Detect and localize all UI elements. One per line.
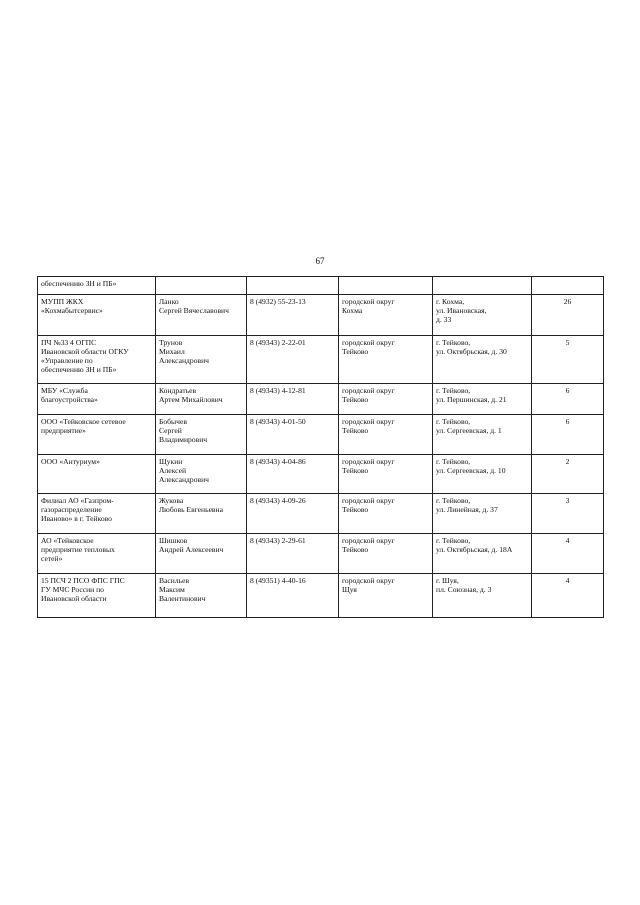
org-cell: ООО «Тейковское сетевое предприятие» bbox=[38, 415, 156, 455]
phone-cell: 8 (49343) 2-29-61 bbox=[247, 534, 339, 574]
count-cell: 6 bbox=[532, 384, 604, 415]
table-row bbox=[38, 295, 604, 336]
phone-cell bbox=[247, 277, 339, 295]
org-cell: 15 ПСЧ 2 ПСО ФПС ГПС ГУ МЧС России по Ивановской области bbox=[38, 574, 156, 618]
count-cell: 3 bbox=[532, 494, 604, 534]
phone-cell: 8 (49343) 4-01-50 bbox=[247, 415, 339, 455]
person-cell: Бобычев Сергей Владимирович bbox=[156, 415, 247, 455]
registry-table-body bbox=[38, 277, 604, 618]
district-cell: городской округ Тейково bbox=[339, 494, 433, 534]
address-cell: г. Шуя, пл. Союзная, д. 3 bbox=[433, 574, 532, 618]
table-row bbox=[38, 574, 604, 618]
org-cell: МУПП ЖКХ «Кохмабытсервис» bbox=[38, 295, 156, 336]
registry-table bbox=[37, 276, 604, 618]
phone-cell: 8 (4932) 55-23-13 bbox=[247, 295, 339, 336]
person-cell: Трунов Михаил Александрович bbox=[156, 336, 247, 384]
phone-cell: 8 (49351) 4-40-16 bbox=[247, 574, 339, 618]
count-cell: 26 bbox=[532, 295, 604, 336]
district-cell: городской округ Тейково bbox=[339, 534, 433, 574]
count-cell: 4 bbox=[532, 534, 604, 574]
org-cell: ООО «Антуриум» bbox=[38, 455, 156, 494]
district-cell: городской округ Тейково bbox=[339, 336, 433, 384]
count-cell: 4 bbox=[532, 574, 604, 618]
table-row bbox=[38, 455, 604, 494]
count-cell: 6 bbox=[532, 415, 604, 455]
person-cell bbox=[156, 277, 247, 295]
person-cell: Щукин Алексей Александрович bbox=[156, 455, 247, 494]
phone-cell: 8 (49343) 2-22-01 bbox=[247, 336, 339, 384]
address-cell: г. Тейково, ул. Першинская, д. 21 bbox=[433, 384, 532, 415]
table-row bbox=[38, 384, 604, 415]
address-cell: г. Тейково, ул. Октябрьская, д. 30 bbox=[433, 336, 532, 384]
org-cell: ПЧ №33 4 ОГПС Ивановской области ОГКУ «Управление по обеспечению ЗН и ПБ» bbox=[38, 336, 156, 384]
phone-cell: 8 (49343) 4-04-86 bbox=[247, 455, 339, 494]
org-cell: Филиал АО «Газпром- газораспределение Иваново» в г. Тейково bbox=[38, 494, 156, 534]
page-number: 67 bbox=[315, 256, 325, 266]
district-cell: городской округ Тейково bbox=[339, 455, 433, 494]
table-row bbox=[38, 494, 604, 534]
table-row bbox=[38, 277, 604, 295]
person-cell: Шишков Андрей Алексеевич bbox=[156, 534, 247, 574]
person-cell: Жукова Любовь Евгеньевна bbox=[156, 494, 247, 534]
district-cell: городской округ Щуя bbox=[339, 574, 433, 618]
table-row bbox=[38, 336, 604, 384]
person-cell: Ланко Сергей Вячеславович bbox=[156, 295, 247, 336]
address-cell: г. Кохма, ул. Ивановская, д. 33 bbox=[433, 295, 532, 336]
address-cell: г. Тейково, ул. Сергеевская, д. 10 bbox=[433, 455, 532, 494]
district-cell: городской округ Кохма bbox=[339, 295, 433, 336]
district-cell bbox=[339, 277, 433, 295]
phone-cell: 8 (49343) 4-09-26 bbox=[247, 494, 339, 534]
district-cell: городской округ Тейково bbox=[339, 415, 433, 455]
district-cell: городской округ Тейково bbox=[339, 384, 433, 415]
org-cell: МБУ «Служба благоустройства» bbox=[38, 384, 156, 415]
phone-cell: 8 (49343) 4-12-81 bbox=[247, 384, 339, 415]
count-cell: 5 bbox=[532, 336, 604, 384]
count-cell: 2 bbox=[532, 455, 604, 494]
table-row bbox=[38, 534, 604, 574]
person-cell: Васильев Максим Валентинович bbox=[156, 574, 247, 618]
person-cell: Кондратьев Артем Михайлович bbox=[156, 384, 247, 415]
org-cell: АО «Тейковское предприятие тепловых сетей» bbox=[38, 534, 156, 574]
address-cell bbox=[433, 277, 532, 295]
address-cell: г. Тейково, ул. Сергеевская, д. 1 bbox=[433, 415, 532, 455]
count-cell bbox=[532, 277, 604, 295]
address-cell: г. Тейково, ул. Октябрьская, д. 18А bbox=[433, 534, 532, 574]
address-cell: г. Тейково, ул. Линейная, д. 37 bbox=[433, 494, 532, 534]
table-row bbox=[38, 415, 604, 455]
org-cell: обеспечению ЗН и ПБ» bbox=[38, 277, 156, 295]
